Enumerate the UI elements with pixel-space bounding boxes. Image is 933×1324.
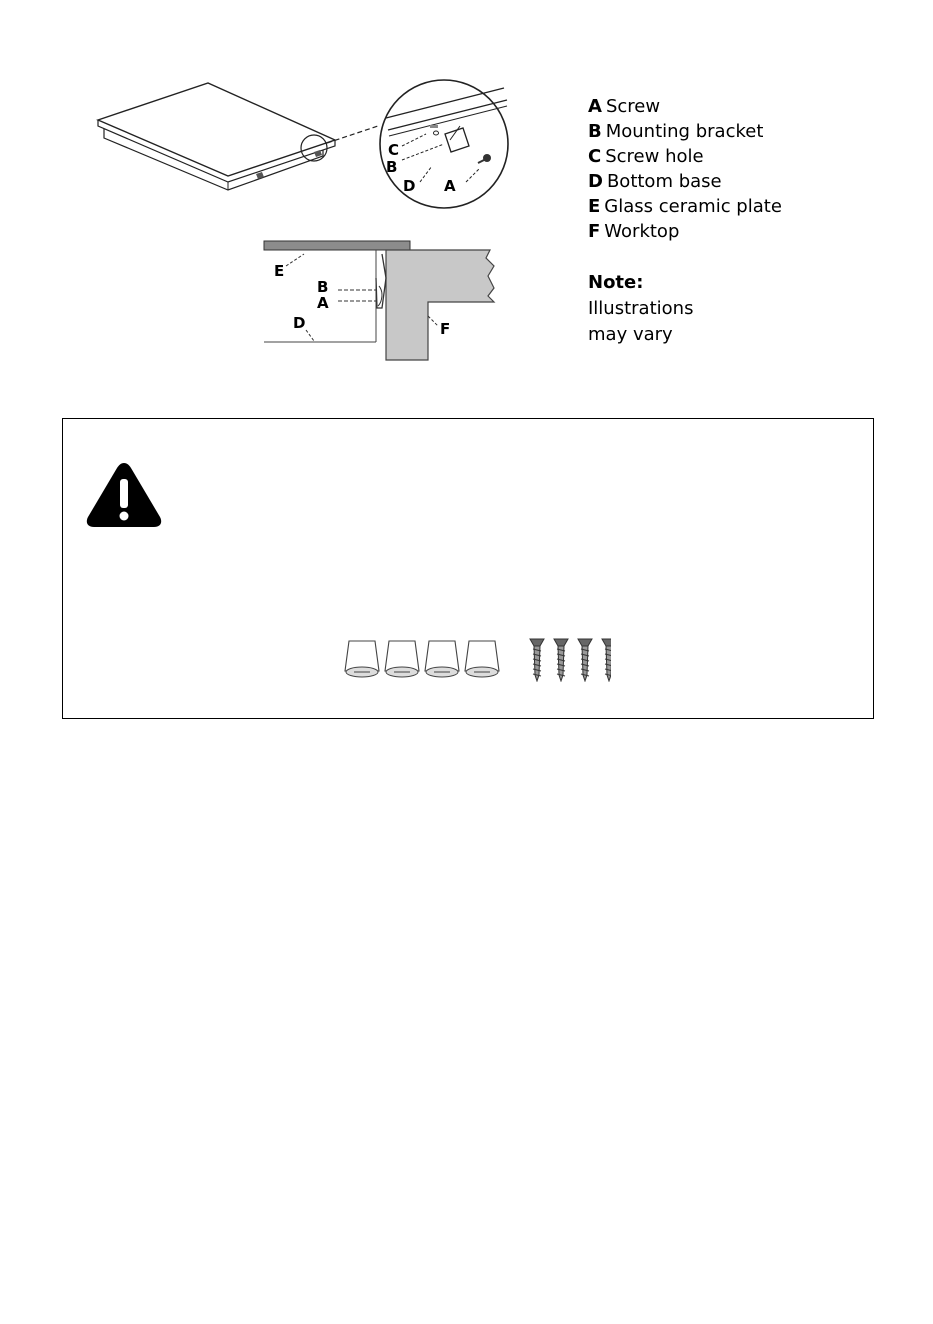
screw-icon [530, 639, 544, 681]
callout-a: A [444, 177, 456, 195]
note-title: Note: [588, 272, 644, 293]
note-line: Illustrations [588, 298, 694, 319]
fixing-kit-illustration [341, 637, 611, 682]
callout-d: D [403, 177, 416, 195]
callout-section-d: D [293, 314, 306, 332]
warning-triangle-icon [85, 459, 163, 529]
callout-e: E [274, 262, 285, 280]
warning-box [62, 418, 874, 719]
mounting-bracket-icon [425, 641, 459, 677]
illustration-note [588, 270, 693, 348]
legend-item: F Worktop [588, 221, 680, 242]
legend-item: A Screw [588, 96, 661, 117]
screw-icon [578, 639, 592, 681]
callout-section-a: A [317, 294, 329, 312]
legend-item: E Glass ceramic plate [588, 196, 782, 217]
mounting-bracket-icon [385, 641, 419, 677]
legend-item: B Mounting bracket [588, 121, 764, 142]
worktop-cross-section-diagram [258, 238, 503, 363]
parts-legend [588, 94, 848, 244]
callout-f: F [440, 320, 451, 338]
note-line: may vary [588, 324, 673, 345]
legend-item: C Screw hole [588, 146, 704, 167]
mounting-bracket-icon [345, 641, 379, 677]
callout-c: C [388, 141, 400, 159]
mounting-bracket-icon [465, 641, 499, 677]
screw-icon [554, 639, 568, 681]
callout-b: B [386, 158, 398, 176]
callout-section-b: B [317, 278, 329, 296]
legend-item: D Bottom base [588, 171, 722, 192]
screw-icon [602, 639, 611, 681]
